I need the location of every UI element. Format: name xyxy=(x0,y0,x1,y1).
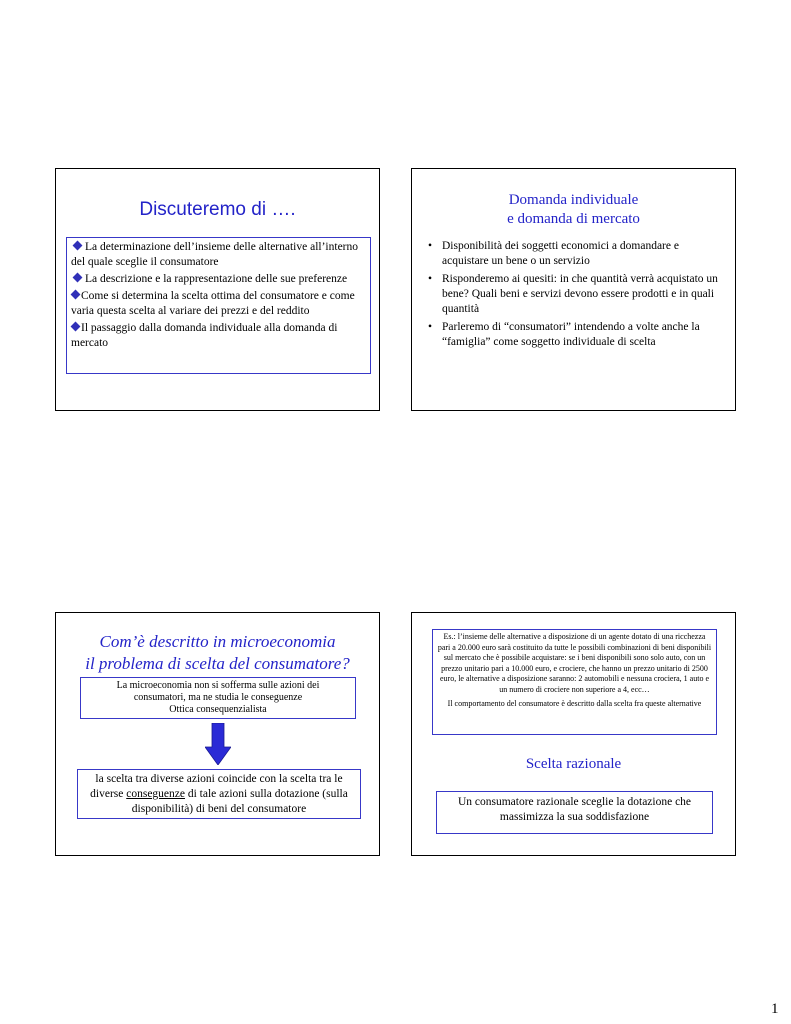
down-arrow-icon xyxy=(205,723,231,765)
bullet-icon: • xyxy=(428,240,433,252)
slide2-bullet-list xyxy=(426,239,719,353)
underlined-word: conseguenze xyxy=(126,788,185,800)
definition-box: Un consumatore razionale sceglie la dotazione che massimizza la sua soddisfazione xyxy=(436,791,713,834)
list-item: • Parleremo di “consumatori” intendendo a volte anche la “famiglia” come soggetto individuale di scelta xyxy=(428,321,700,348)
scelta-conseguenze-box: la scelta tra diverse azioni coincide con la scelta tra le diverse conseguenze di tale azioni sulla dotazione (sulla disponibilità) di beni del consumatore xyxy=(77,769,361,819)
behavior-text: Il comportamento del consumatore è descritto dalla scelta fra queste alternative xyxy=(447,699,702,708)
slide1-content-box xyxy=(66,237,371,374)
diamond-bullet-icon xyxy=(73,273,83,283)
slide1-title: Discuteremo di …. xyxy=(139,199,296,220)
list-item: La determinazione dell’insieme delle alternative all’interno del quale sceglie il consumatore xyxy=(71,241,359,268)
diamond-bullet-icon xyxy=(71,290,81,300)
example-box xyxy=(432,629,717,735)
bullet-icon: • xyxy=(428,273,433,285)
list-item: • Risponderemo ai quesiti: in che quantità verrà acquistato un bene? Quali beni e servizi devono essere prodotti e in quali quantità xyxy=(428,273,718,315)
bullet-icon: • xyxy=(428,321,433,333)
slide-scelta-razionale xyxy=(411,612,736,856)
slide-scelta-consumatore xyxy=(55,612,380,856)
list-item: • Disponibilità dei soggetti economici a domandare e acquistare un bene o un servizio xyxy=(428,240,679,267)
list-item: Come si determina la scelta ottima del consumatore e come varia questa scelta al variare dei prezzi e del reddito xyxy=(71,290,355,317)
list-item: Il passaggio dalla domanda individuale alla domanda di mercato xyxy=(71,322,338,349)
slide-discuteremo xyxy=(55,168,380,411)
list-item: La descrizione e la rappresentazione delle sue preferenze xyxy=(71,272,366,287)
page-number: 1 xyxy=(771,1001,779,1017)
microeconomia-box: La microeconomia non si sofferma sulle azioni dei consumatori, ma ne studia le conseguenze Ottica consequenzialista xyxy=(80,677,356,719)
slide2-title: Domanda individuale e domanda di mercato xyxy=(507,192,640,227)
slide-domanda xyxy=(411,168,736,411)
example-text: Es.: l’insieme delle alternative a disposizione di un agente dotato di una ricchezza pari a 20.000 euro sarà costituito da tutte le possibili combinazioni di beni disponibili sul mercato che è possibile acquistare: se i beni disponibili sono solo auto, con un prezzo unitario pari a 10.000 euro, e crociere, che hanno un prezzo unitario di 2500 euro, le alternative a disposizione saranno: 2 automobili e nessuna crociera, 1 auto e un numero di crociere non superiore a 4, ecc… xyxy=(437,632,712,694)
slide3-title: Com’è descritto in microeconomia il problema di scelta del consumatore? xyxy=(85,632,350,673)
slide4-title: Scelta razionale xyxy=(525,756,622,772)
diamond-bullet-icon xyxy=(73,241,83,251)
diamond-bullet-icon xyxy=(71,322,81,332)
